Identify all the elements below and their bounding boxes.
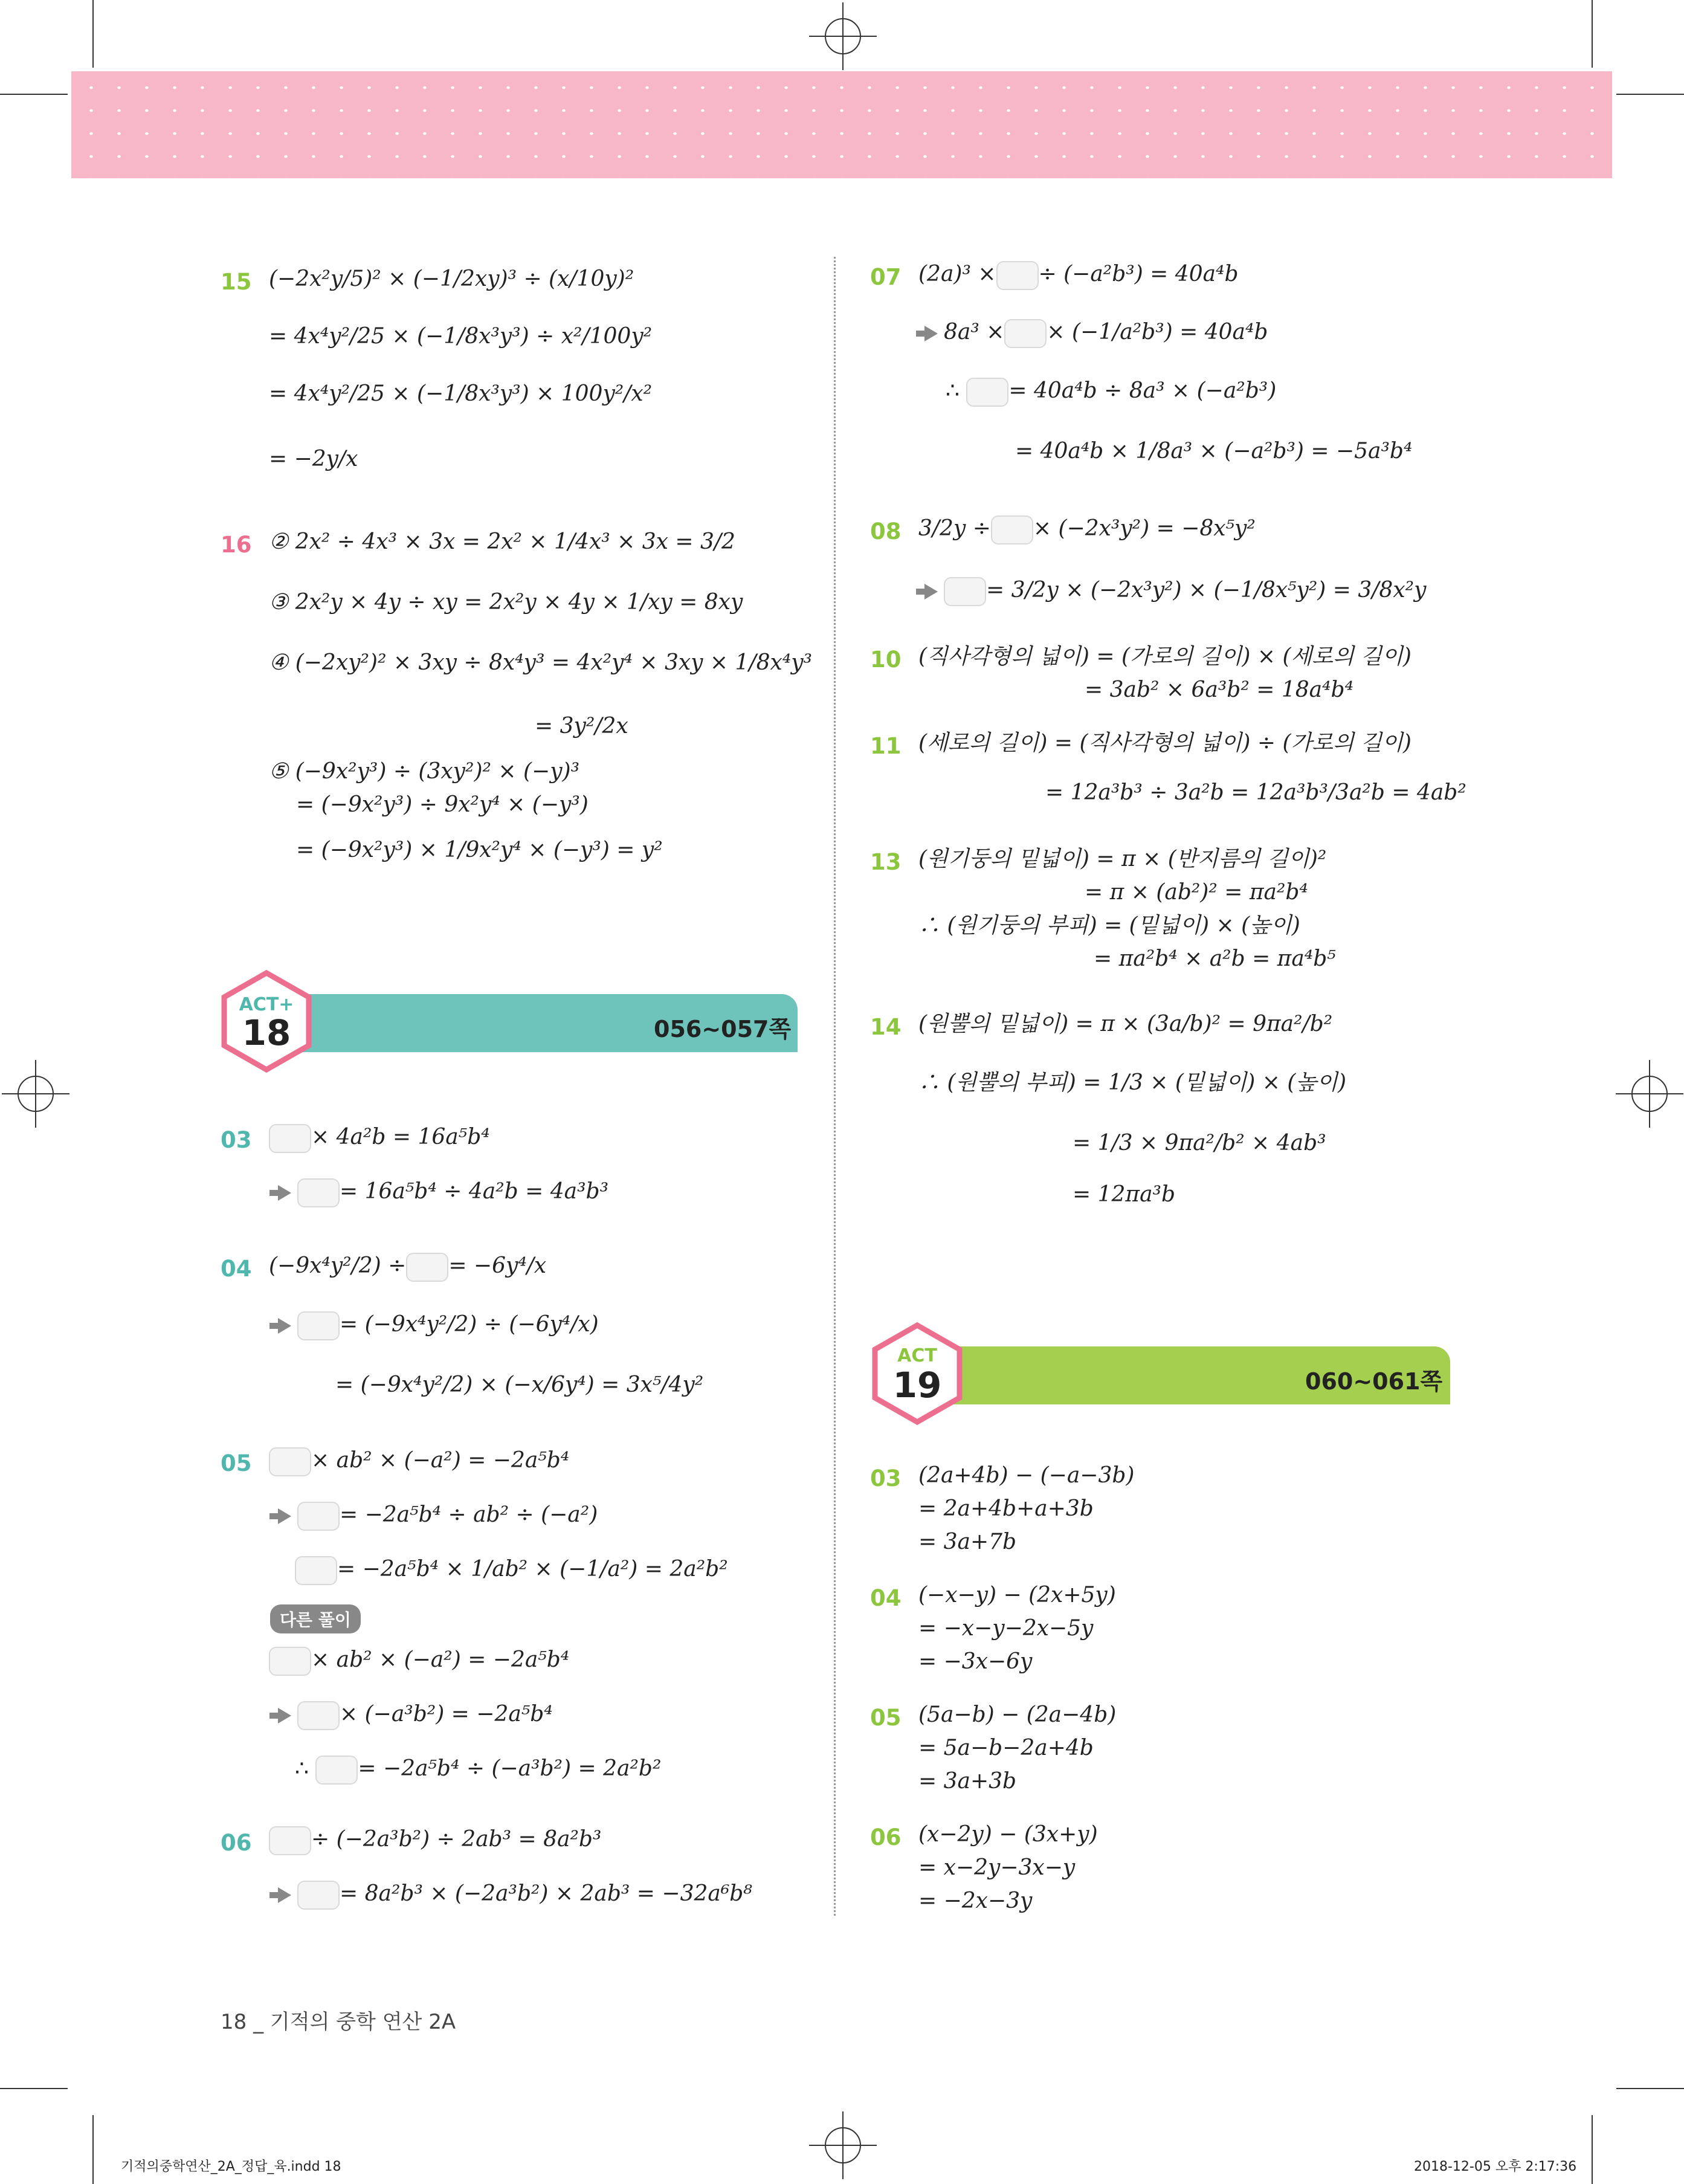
crop-mark xyxy=(0,94,68,95)
act-pages: 056~057쪽 xyxy=(654,1016,792,1042)
math-line: × ab² × (−a²) = −2a⁵b⁴ xyxy=(311,1647,570,1672)
math-line: × 4a²b = 16a⁵b⁴ xyxy=(311,1125,490,1149)
arrow-icon xyxy=(278,1708,291,1724)
answer-box xyxy=(315,1756,358,1785)
answer-box xyxy=(297,1311,340,1340)
math-line: 8a³ × xyxy=(944,320,1005,344)
math-line: = 2a+4b+a+3b xyxy=(918,1496,1094,1521)
crop-mark xyxy=(1616,2088,1684,2089)
arrow-icon xyxy=(278,1318,291,1334)
crop-mark xyxy=(92,0,94,68)
answer-box xyxy=(269,1826,311,1855)
act-label: ACT+ xyxy=(239,994,294,1015)
math-line: = 12πa³b xyxy=(1073,1182,1176,1207)
math-line: = (−9x⁴y²/2) ÷ (−6y⁴/x) xyxy=(340,1312,599,1337)
problem-number: 04 xyxy=(870,1585,902,1611)
header-band xyxy=(71,71,1612,178)
file-slug: 기적의중학연산_2A_정답_육.indd 18 xyxy=(121,2159,341,2174)
print-date: 2018-12-05 오후 2:17:36 xyxy=(1414,2159,1577,2174)
math-line: = x−2y−3x−y xyxy=(918,1855,1076,1880)
math-line: = 4x⁴y²/25 × (−1/8x³y³) × 100y²/x² xyxy=(269,381,653,406)
act-number: 19 xyxy=(892,1365,942,1406)
math-line: = 3ab² × 6a³b² = 18a⁴b⁴ xyxy=(1085,677,1354,702)
registration-mark-icon xyxy=(18,1076,54,1112)
math-line: = 4x⁴y²/25 × (−1/8x³y³) ÷ x²/100y² xyxy=(269,324,653,349)
math-line: ⑤ (−9x²y³) ÷ (3xy²)² × (−y)³ xyxy=(269,759,580,784)
answer-box xyxy=(944,577,986,606)
therefore-symbol: ∴ xyxy=(295,1756,309,1781)
math-line: = −2x−3y xyxy=(918,1888,1033,1913)
problem-number: 05 xyxy=(221,1450,252,1476)
math-line: = (−9x⁴y²/2) × (−x/6y⁴) = 3x⁵/4y² xyxy=(335,1372,704,1397)
act-pages: 060~061쪽 xyxy=(1305,1368,1443,1395)
problem-number: 06 xyxy=(870,1824,902,1850)
math-line: = 3a+7b xyxy=(918,1530,1017,1554)
math-line: = 1/3 × 9πa²/b² × 4ab³ xyxy=(1073,1131,1326,1155)
math-line: = 3a+3b xyxy=(918,1769,1017,1794)
therefore-symbol: ∴ xyxy=(946,378,960,403)
math-line: (2a)³ × xyxy=(918,262,996,286)
answer-box xyxy=(406,1253,448,1282)
problem-number: 03 xyxy=(221,1127,252,1153)
math-line: (2a+4b) − (−a−3b) xyxy=(918,1463,1135,1488)
problem-number: 14 xyxy=(870,1014,902,1040)
math-line: ∴ (원뿔의 부피) = 1/3 × (밑넓이) × (높이) xyxy=(918,1070,1347,1095)
registration-mark-icon xyxy=(825,18,861,54)
arrow-icon xyxy=(278,1185,291,1201)
math-line: = −3x−6y xyxy=(918,1649,1033,1674)
problem-number: 03 xyxy=(870,1465,902,1491)
math-line: ∴ (원기둥의 부피) = (밑넓이) × (높이) xyxy=(918,913,1300,938)
answer-box xyxy=(269,1447,311,1476)
answer-box xyxy=(966,378,1008,407)
crop-mark xyxy=(92,2115,94,2184)
problem-number: 13 xyxy=(870,849,902,875)
problem-number: 07 xyxy=(870,264,902,290)
math-line: ④ (−2xy²)² × 3xy ÷ 8x⁴y³ = 4x²y⁴ × 3xy × 1/8x⁴y³ xyxy=(269,650,812,675)
math-line: 3/2y ÷ xyxy=(918,516,991,541)
answer-box xyxy=(269,1647,311,1676)
math-line: = −2y/x xyxy=(269,447,358,471)
problem-number: 04 xyxy=(221,1256,252,1282)
problem-number: 15 xyxy=(221,269,252,295)
math-line: = π × (ab²)² = πa²b⁴ xyxy=(1085,880,1308,905)
problem-number: 10 xyxy=(870,647,902,673)
act-label: ACT xyxy=(897,1345,937,1366)
column-divider xyxy=(834,257,836,1916)
math-line: = (−9x²y³) ÷ 9x²y⁴ × (−y³) xyxy=(296,792,589,817)
math-line: (직사각형의 넓이) = (가로의 길이) × (세로의 길이) xyxy=(918,644,1411,669)
answer-box xyxy=(297,1881,340,1910)
page-footer: 18 _ 기적의 중학 연산 2A xyxy=(221,2010,456,2034)
crop-mark xyxy=(1592,0,1593,68)
math-line: (−2x²y/5)² × (−1/2xy)³ ÷ (x/10y)² xyxy=(269,267,634,291)
math-line: (세로의 길이) = (직사각형의 넓이) ÷ (가로의 길이) xyxy=(918,731,1411,755)
math-line: × (−2x³y²) = −8x⁵y² xyxy=(1033,516,1256,541)
registration-mark-icon xyxy=(825,2127,861,2163)
math-line: = 3y²/2x xyxy=(535,714,628,738)
math-line: = −2a⁵b⁴ ÷ ab² ÷ (−a²) xyxy=(340,1502,598,1527)
problem-number: 08 xyxy=(870,519,902,544)
answer-box xyxy=(1004,319,1047,348)
math-line: ÷ (−a²b³) = 40a⁴b xyxy=(1038,262,1239,286)
math-line: = 16a⁵b⁴ ÷ 4a²b = 4a³b³ xyxy=(340,1179,609,1204)
answer-box xyxy=(297,1701,340,1730)
math-line: = 8a²b³ × (−2a³b²) × 2ab³ = −32a⁶b⁸ xyxy=(340,1881,752,1906)
arrow-icon xyxy=(278,1508,291,1524)
math-line: × (−a³b²) = −2a⁵b⁴ xyxy=(340,1702,553,1727)
problem-number: 16 xyxy=(221,532,252,558)
answer-box xyxy=(996,261,1039,290)
answer-box xyxy=(991,515,1033,544)
math-line: (−x−y) − (2x+5y) xyxy=(918,1583,1116,1607)
math-line: × ab² × (−a²) = −2a⁵b⁴ xyxy=(311,1448,570,1473)
math-line: (x−2y) − (3x+y) xyxy=(918,1822,1098,1847)
answer-box xyxy=(269,1124,311,1153)
math-line: (원기둥의 밑넓이) = π × (반지름의 길이)² xyxy=(918,847,1327,871)
math-line: = 40a⁴b ÷ 8a³ × (−a²b³) xyxy=(1008,378,1277,403)
math-line: ÷ (−2a³b²) ÷ 2ab³ = 8a²b³ xyxy=(311,1827,602,1852)
alt-solution-badge: 다른 풀이 xyxy=(270,1604,361,1633)
math-line: = −x−y−2x−5y xyxy=(918,1616,1094,1641)
math-line: = (−9x²y³) × 1/9x²y⁴ × (−y³) = y² xyxy=(296,838,663,862)
math-line: = 3/2y × (−2x³y²) × (−1/8x⁵y²) = 3/8x²y xyxy=(986,578,1427,603)
math-line: = 40a⁴b × 1/8a³ × (−a²b³) = −5a³b⁴ xyxy=(1015,439,1413,464)
math-line: (5a−b) − (2a−4b) xyxy=(918,1702,1117,1727)
registration-mark-icon xyxy=(1631,1076,1668,1112)
arrow-icon xyxy=(924,326,938,341)
answer-box xyxy=(297,1502,340,1531)
problem-number: 11 xyxy=(870,733,902,759)
crop-mark xyxy=(1592,2115,1593,2184)
math-line: ② 2x² ÷ 4x³ × 3x = 2x² × 1/4x³ × 3x = 3/2 xyxy=(269,529,735,554)
act-number: 18 xyxy=(242,1012,291,1053)
math-line: = −2a⁵b⁴ × 1/ab² × (−1/a²) = 2a²b² xyxy=(337,1557,728,1581)
math-line: = πa²b⁴ × a²b = πa⁴b⁵ xyxy=(1094,946,1336,971)
math-line: = 5a−b−2a+4b xyxy=(918,1736,1094,1760)
math-line: (−9x⁴y²/2) ÷ xyxy=(269,1253,407,1278)
math-line: (원뿔의 밑넓이) = π × (3a/b)² = 9πa²/b² xyxy=(918,1012,1333,1036)
crop-mark xyxy=(1616,94,1684,95)
problem-number: 05 xyxy=(870,1705,902,1731)
crop-mark xyxy=(0,2088,68,2089)
math-line: ③ 2x²y × 4y ÷ xy = 2x²y × 4y × 1/xy = 8xy xyxy=(269,590,743,615)
arrow-icon xyxy=(924,584,938,599)
math-line: × (−1/a²b³) = 40a⁴b xyxy=(1047,320,1268,344)
answer-box xyxy=(295,1556,337,1585)
math-line: = −2a⁵b⁴ ÷ (−a³b²) = 2a²b² xyxy=(358,1756,662,1781)
answer-box xyxy=(297,1178,340,1207)
math-line: = −6y⁴/x xyxy=(448,1253,547,1278)
arrow-icon xyxy=(278,1887,291,1903)
math-line: = 12a³b³ ÷ 3a²b = 12a³b³/3a²b = 4ab² xyxy=(1045,780,1466,805)
problem-number: 06 xyxy=(221,1830,252,1856)
